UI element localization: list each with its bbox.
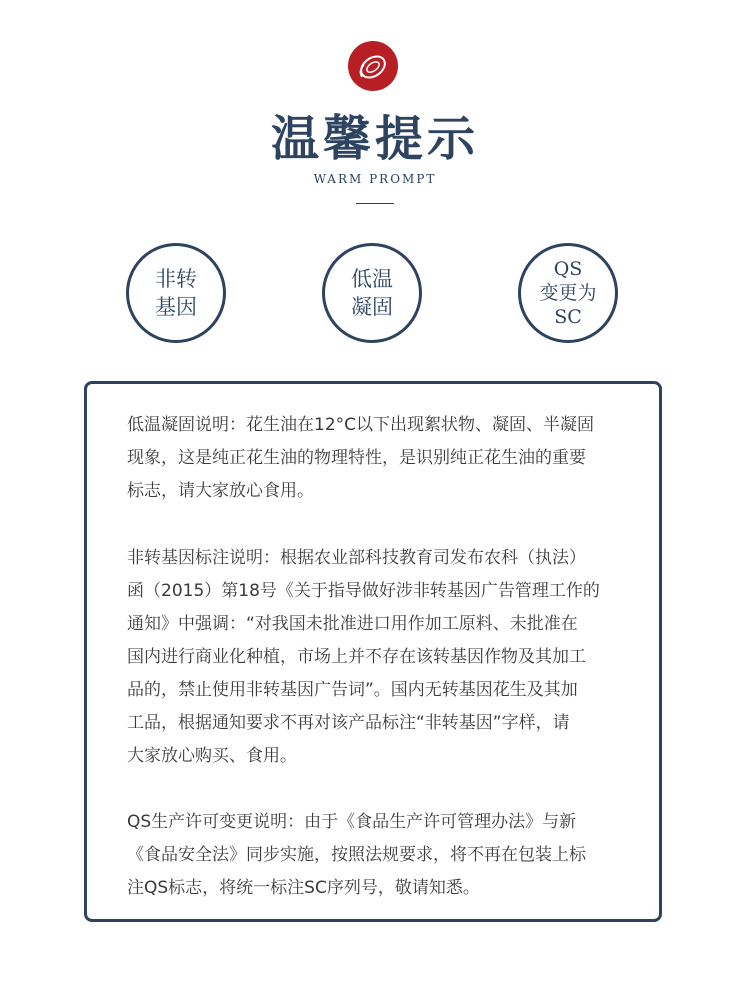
note-qs-sc (127, 806, 627, 905)
note-line: 现象，这是纯正花生油的物理特性，是识别纯正花生油的重要 (127, 448, 586, 468)
note-line: 国内进行商业化种植，市场上并不存在该转基因作物及其加工 (127, 647, 586, 667)
badge-line: 变更为 (539, 282, 597, 304)
note-line: QS生产许可变更说明：由于《食品生产许可管理办法》与新 (127, 812, 577, 832)
badge-line: 低温 (351, 267, 393, 291)
badge-line: 非转 (155, 267, 197, 291)
page-subtitle: WARM PROMPT (313, 172, 437, 186)
badge-low-temp-solidify (322, 243, 422, 343)
note-line: 函（2015）第18号《关于指导做好涉非转基因广告管理工作的 (127, 581, 600, 601)
note-line: 品的，禁止使用非转基因广告词”。国内无转基因花生及其加 (127, 680, 578, 700)
badge-line: 基因 (155, 295, 197, 319)
note-line: 低温凝固说明：花生油在12°C以下出现絮状物、凝固、半凝固 (127, 415, 595, 435)
peanut-seal-icon (348, 41, 398, 91)
note-line: 非转基因标注说明：根据农业部科技教育司发布农科（执法） (127, 548, 586, 568)
note-low-temp (127, 409, 627, 508)
title-divider (356, 203, 394, 204)
note-non-gmo (127, 542, 627, 773)
badge-non-gmo (126, 243, 226, 343)
badge-line: 凝固 (351, 295, 393, 319)
badge-line: QS (553, 258, 583, 280)
note-line: 《食品安全法》同步实施，按照法规要求，将不再在包装上标 (127, 845, 586, 865)
note-line: 大家放心购买、食用。 (127, 746, 297, 766)
badge-qs-to-sc (518, 243, 618, 343)
note-line: 标志，请大家放心食用。 (127, 481, 314, 501)
note-line: 工品，根据通知要求不再对该产品标注“非转基因”字样，请 (127, 713, 570, 733)
note-line: 注QS标志，将统一标注SC序列号，敬请知悉。 (127, 878, 480, 898)
page-title: 温馨提示 (270, 111, 479, 167)
badge-line: SC (554, 306, 582, 328)
note-line: 通知》中强调：“对我国未批准进口用作加工原料、未批准在 (127, 614, 578, 634)
